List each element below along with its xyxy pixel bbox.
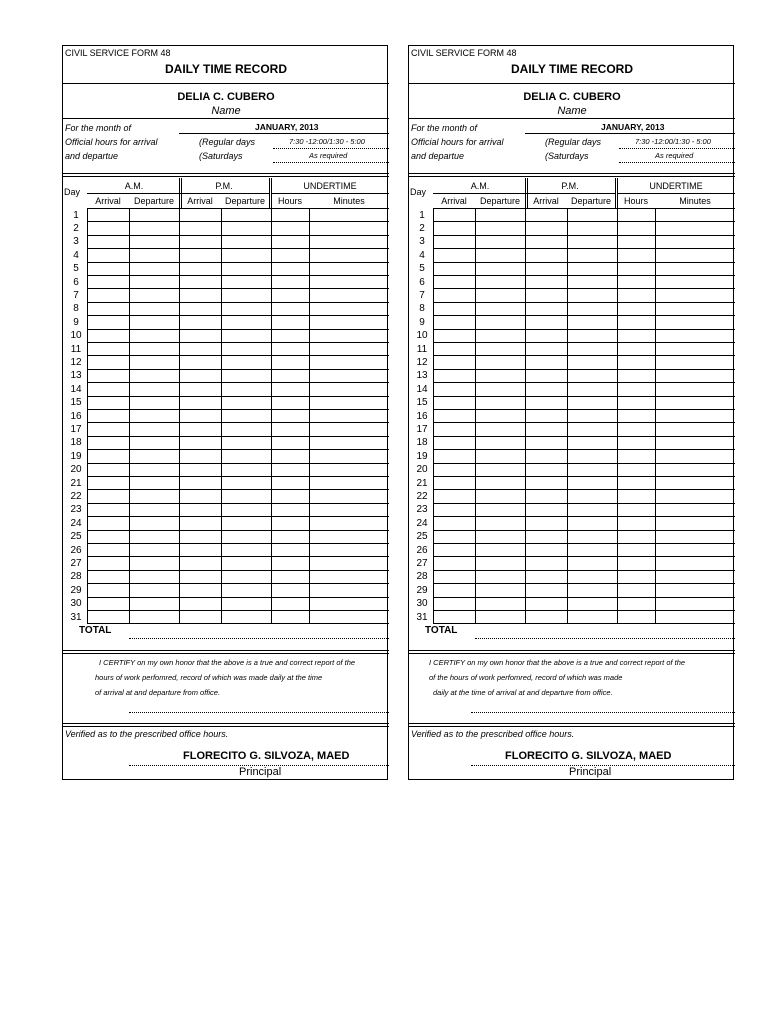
table-row-line [87, 396, 389, 397]
day-number: 31 [416, 611, 428, 623]
undertime-header-line [271, 193, 389, 194]
table-row-line [87, 597, 389, 598]
day-number: 13 [70, 370, 82, 382]
table-row-line [87, 556, 389, 557]
day-number: 4 [73, 249, 79, 261]
divider [63, 83, 389, 84]
regular-days-label: (Regular days [199, 137, 256, 147]
grid-column-line [655, 208, 656, 624]
divider [63, 723, 389, 724]
column-divider [615, 178, 616, 208]
divider [409, 173, 735, 174]
divider [409, 726, 735, 727]
saturdays-value: As required [655, 151, 694, 160]
am-departure-header: Departure [479, 196, 521, 206]
month-value: JANUARY, 2013 [255, 122, 319, 132]
grid-column-line [567, 208, 568, 624]
table-row-line [87, 235, 389, 236]
day-number: 25 [70, 531, 82, 543]
table-row-line [433, 476, 735, 477]
certification-line-2: of the hours of work perfomred, record of which was made [429, 673, 623, 682]
grid-column-line [221, 208, 222, 624]
regular-days-value: 7:30 -12:00/1:30 - 5:00 [289, 137, 365, 146]
day-number: 25 [416, 531, 428, 543]
table-row-line [87, 288, 389, 289]
grid-column-line [617, 208, 618, 624]
undertime-header-line [617, 193, 735, 194]
table-row-line [433, 396, 735, 397]
day-number: 8 [73, 303, 79, 315]
table-row-line [433, 422, 735, 423]
day-number: 9 [419, 316, 425, 328]
employee-name: DELIA C. CUBERO [177, 91, 275, 103]
grid-column-line [475, 208, 476, 624]
dotted-line [619, 148, 735, 149]
table-row-line [87, 436, 389, 437]
table-row-line [87, 221, 389, 222]
saturdays-value: As required [309, 151, 348, 160]
table-row-line [433, 597, 735, 598]
table-row-line [87, 463, 389, 464]
day-number: 4 [419, 249, 425, 261]
and-departure-label: and departue [411, 151, 465, 161]
am-departure-header: Departure [133, 196, 175, 206]
pm-header: P.M. [561, 181, 579, 191]
table-row-line [433, 248, 735, 249]
column-divider [527, 178, 528, 208]
table-row-line [433, 503, 735, 504]
day-number: 17 [416, 423, 428, 435]
day-number: 24 [416, 517, 428, 529]
verified-text: Verified as to the prescribed office hours. [411, 729, 575, 739]
day-number: 18 [416, 437, 428, 449]
am-arrival-header: Arrival [95, 196, 121, 206]
day-number: 14 [416, 383, 428, 395]
total-dotted-line [129, 638, 389, 639]
grid-top-line [433, 208, 735, 209]
month-label: For the month of [65, 123, 132, 133]
signatory-title: Principal [569, 766, 612, 778]
table-row-line [433, 409, 735, 410]
pm-arrival-header: Arrival [533, 196, 559, 206]
hours-header: Hours [277, 196, 302, 206]
column-divider [269, 178, 270, 208]
table-row-line [433, 288, 735, 289]
pm-arrival-header: Arrival [187, 196, 213, 206]
table-row-line [87, 476, 389, 477]
total-label: TOTAL [79, 625, 112, 636]
dotted-line [619, 162, 735, 163]
divider [409, 118, 735, 119]
table-row-line [433, 543, 735, 544]
day-number: 24 [70, 517, 82, 529]
table-row-line [433, 516, 735, 517]
divider [63, 650, 389, 651]
day-number: 2 [73, 222, 79, 234]
table-row-line [433, 436, 735, 437]
day-number: 15 [416, 397, 428, 409]
column-divider [181, 178, 182, 208]
table-row-line [433, 302, 735, 303]
table-row-line [87, 543, 389, 544]
am-header: A.M. [470, 181, 490, 191]
day-number: 7 [419, 289, 425, 301]
day-number: 2 [419, 222, 425, 234]
table-row-line [433, 221, 735, 222]
day-number: 10 [70, 330, 82, 342]
day-number: 22 [416, 490, 428, 502]
column-divider [525, 178, 526, 208]
and-departure-label: and departue [65, 151, 119, 161]
day-number: 16 [416, 410, 428, 422]
table-row-line [433, 355, 735, 356]
verified-text: Verified as to the prescribed office hours. [65, 729, 229, 739]
pm-header: P.M. [215, 181, 233, 191]
day-number: 30 [70, 598, 82, 610]
form-title: DAILY TIME RECORD [510, 62, 633, 76]
table-row-line [433, 342, 735, 343]
saturdays-label: (Saturdays [545, 151, 589, 161]
day-number: 26 [416, 544, 428, 556]
day-number: 13 [416, 370, 428, 382]
grid-column-line [309, 208, 310, 624]
day-number: 20 [70, 464, 82, 476]
day-number: 5 [73, 263, 79, 275]
day-number: 27 [416, 557, 428, 569]
day-number: 14 [70, 383, 82, 395]
table-row-line [87, 623, 389, 624]
table-row-line [433, 610, 735, 611]
table-row-line [433, 449, 735, 450]
day-number: 18 [70, 437, 82, 449]
certification-line-2: hours of work perfomred, record of which was made daily at the time [95, 673, 323, 682]
day-number: 28 [416, 571, 428, 583]
day-number: 22 [70, 490, 82, 502]
pm-departure-header: Departure [570, 196, 612, 206]
table-row-line [433, 315, 735, 316]
day-number: 6 [73, 276, 79, 288]
table-row-line [433, 329, 735, 330]
grid-column-line [179, 208, 180, 624]
minutes-header: Minutes [333, 196, 365, 206]
day-number: 1 [73, 209, 79, 221]
divider [409, 653, 735, 654]
month-label: For the month of [411, 123, 478, 133]
divider [409, 650, 735, 651]
table-row-line [433, 583, 735, 584]
am-arrival-header: Arrival [441, 196, 467, 206]
table-row-line [433, 530, 735, 531]
divider [409, 176, 735, 177]
table-row-line [433, 369, 735, 370]
day-number: 12 [70, 356, 82, 368]
dotted-line [273, 162, 389, 163]
grid-column-line [87, 208, 88, 624]
official-hours-label: Official hours for arrival [411, 137, 504, 147]
day-number: 23 [70, 504, 82, 516]
table-row-line [433, 570, 735, 571]
table-row-line [87, 329, 389, 330]
regular-days-value: 7:30 -12:00/1:30 - 5:00 [635, 137, 711, 146]
day-number: 21 [70, 477, 82, 489]
day-number: 8 [419, 303, 425, 315]
table-row-line [433, 275, 735, 276]
table-row-line [433, 463, 735, 464]
month-underline [525, 133, 735, 134]
undertime-header: UNDERTIME [649, 181, 703, 191]
day-number: 15 [70, 397, 82, 409]
day-number: 17 [70, 423, 82, 435]
signatory-name: FLORECITO G. SILVOZA, MAED [183, 750, 350, 762]
table-row-line [87, 248, 389, 249]
day-number: 26 [70, 544, 82, 556]
table-row-line [87, 342, 389, 343]
table-row-line [87, 570, 389, 571]
day-number: 12 [416, 356, 428, 368]
day-number: 31 [70, 611, 82, 623]
form-title: DAILY TIME RECORD [164, 62, 287, 76]
grid-top-line [87, 208, 389, 209]
table-row-line [433, 623, 735, 624]
certification-line-1: I CERTIFY on my own honor that the above is a true and correct report of the [429, 658, 686, 667]
day-header: Day [64, 187, 81, 197]
employee-name: DELIA C. CUBERO [523, 91, 621, 103]
day-number: 6 [419, 276, 425, 288]
day-number: 3 [419, 236, 425, 248]
divider [63, 173, 389, 174]
table-row-line [87, 369, 389, 370]
table-row-line [433, 556, 735, 557]
divider [409, 83, 735, 84]
signature-line [471, 712, 735, 713]
column-divider [271, 178, 272, 208]
divider [63, 726, 389, 727]
table-row-line [87, 302, 389, 303]
dtr-card-left [62, 45, 388, 780]
day-header: Day [410, 187, 427, 197]
pm-departure-header: Departure [224, 196, 266, 206]
pm-header-line [525, 193, 615, 194]
table-row-line [87, 262, 389, 263]
table-row-line [87, 516, 389, 517]
day-number: 20 [416, 464, 428, 476]
day-number: 21 [416, 477, 428, 489]
day-number: 29 [70, 584, 82, 596]
month-underline [179, 133, 389, 134]
day-number: 9 [73, 316, 79, 328]
column-divider [617, 178, 618, 208]
divider [63, 653, 389, 654]
grid-column-line [525, 208, 526, 624]
certification-line-1: I CERTIFY on my own honor that the above is a true and correct report of the [99, 658, 356, 667]
am-header: A.M. [124, 181, 144, 191]
table-row-line [87, 449, 389, 450]
grid-column-line [433, 208, 434, 624]
day-number: 28 [70, 571, 82, 583]
divider [63, 176, 389, 177]
table-row-line [87, 315, 389, 316]
table-row-line [87, 610, 389, 611]
day-number: 10 [416, 330, 428, 342]
minutes-header: Minutes [679, 196, 711, 206]
day-number: 11 [416, 343, 428, 355]
day-number: 7 [73, 289, 79, 301]
table-row-line [87, 583, 389, 584]
certification-line-3: daily at the time of arrival at and departure from office. [433, 688, 613, 697]
signatory-title: Principal [239, 766, 282, 778]
official-hours-label: Official hours for arrival [65, 137, 158, 147]
am-header-line [433, 193, 525, 194]
undertime-header: UNDERTIME [303, 181, 357, 191]
table-row-line [87, 275, 389, 276]
hours-header: Hours [623, 196, 648, 206]
am-header-line [87, 193, 179, 194]
day-number: 3 [73, 236, 79, 248]
table-row-line [433, 489, 735, 490]
table-row-line [433, 262, 735, 263]
column-divider [179, 178, 180, 208]
table-row-line [87, 355, 389, 356]
day-number: 30 [416, 598, 428, 610]
table-row-line [87, 382, 389, 383]
signatory-name: FLORECITO G. SILVOZA, MAED [505, 750, 672, 762]
saturdays-label: (Saturdays [199, 151, 243, 161]
dtr-card-right [408, 45, 734, 780]
day-number: 11 [70, 343, 82, 355]
divider [63, 118, 389, 119]
day-number: 19 [70, 450, 82, 462]
table-row-line [87, 503, 389, 504]
table-row-line [433, 382, 735, 383]
day-number: 19 [416, 450, 428, 462]
form-number: CIVIL SERVICE FORM 48 [65, 48, 171, 58]
certification-line-3: of arrival at and departure from office. [95, 688, 221, 697]
month-value: JANUARY, 2013 [601, 122, 665, 132]
divider [409, 723, 735, 724]
pm-header-line [179, 193, 269, 194]
table-row-line [433, 235, 735, 236]
total-label: TOTAL [425, 625, 458, 636]
day-number: 23 [416, 504, 428, 516]
regular-days-label: (Regular days [545, 137, 602, 147]
day-number: 29 [416, 584, 428, 596]
signature-line [129, 712, 389, 713]
table-row-line [87, 489, 389, 490]
day-number: 1 [419, 209, 425, 221]
total-dotted-line [475, 638, 735, 639]
day-number: 16 [70, 410, 82, 422]
table-row-line [87, 409, 389, 410]
table-row-line [87, 530, 389, 531]
day-number: 5 [419, 263, 425, 275]
table-row-line [87, 422, 389, 423]
day-number: 27 [70, 557, 82, 569]
name-label: Name [557, 105, 587, 117]
dotted-line [273, 148, 389, 149]
grid-column-line [129, 208, 130, 624]
form-number: CIVIL SERVICE FORM 48 [411, 48, 517, 58]
grid-column-line [271, 208, 272, 624]
name-label: Name [211, 105, 241, 117]
